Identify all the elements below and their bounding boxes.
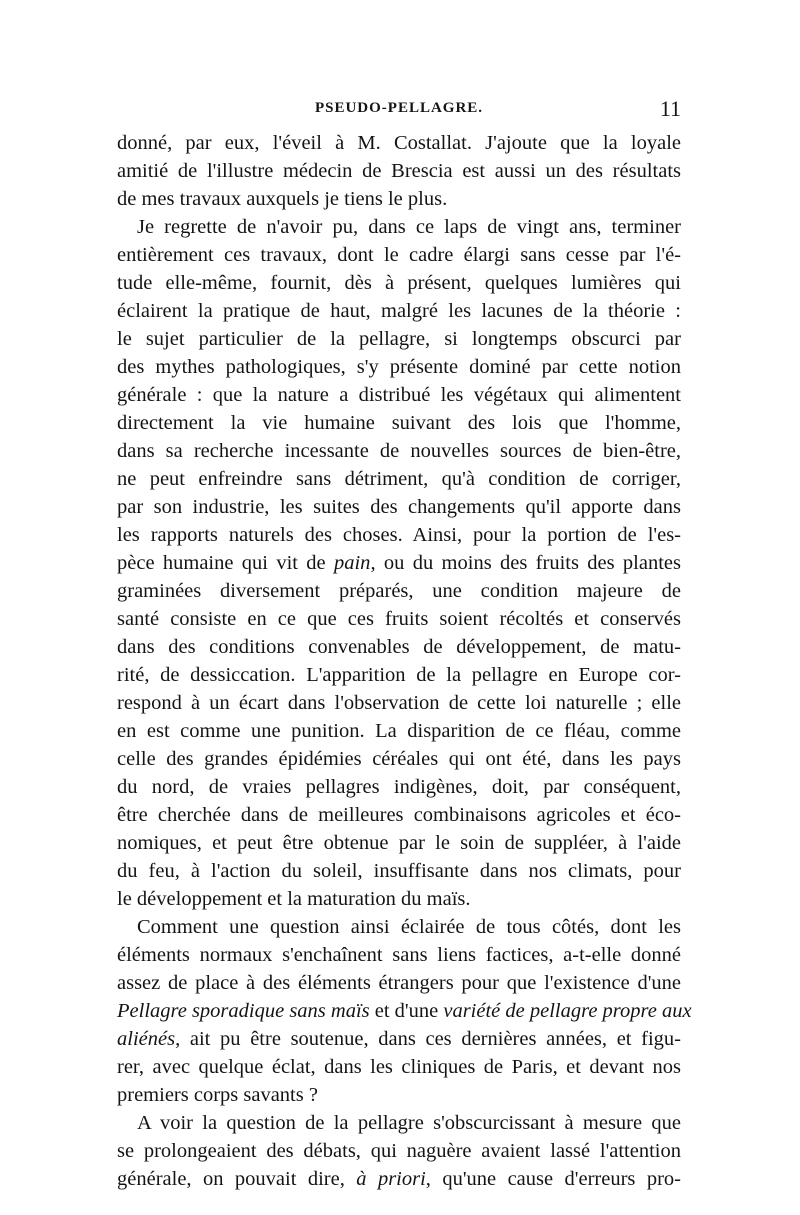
text-line: A voir la question de la pellagre s'obscurcissant à mesure que: [137, 1112, 681, 1134]
text-line: tude elle-même, fournit, dès à présent, quelques lumières qui: [117, 272, 681, 294]
text-line: directement la vie humaine suivant des lois que l'homme,: [117, 412, 681, 434]
text-line: Je regrette de n'avoir pu, dans ce laps de vingt ans, terminer: [137, 216, 681, 238]
text-line: les rapports naturels des choses. Ainsi, pour la portion de l'es-: [117, 524, 681, 546]
text-line: se prolongeaient des débats, qui naguère avaient lassé l'attention: [117, 1140, 681, 1162]
text-line: respond à un écart dans l'observation de cette loi naturelle ; elle: [117, 692, 681, 714]
text-line: dans des conditions convenables de développement, de matu-: [117, 636, 681, 658]
text-line: éclairent la pratique de haut, malgré les lacunes de la théorie :: [117, 300, 681, 322]
text-line: rité, de dessiccation. L'apparition de la pellagre en Europe cor-: [117, 664, 681, 686]
text-line: entièrement ces travaux, dont le cadre élargi sans cesse par l'é-: [117, 244, 681, 266]
text-line: assez de place à des éléments étrangers pour que l'existence d'une: [117, 972, 681, 994]
text-line: nomiques, et peut être obtenue par le soin de suppléer, à l'aide: [117, 832, 681, 854]
page-number: 11: [659, 96, 681, 121]
text-line: le sujet particulier de la pellagre, si longtemps obscurci par: [117, 328, 681, 350]
text-line: premiers corps savants ?: [117, 1084, 318, 1106]
text-line: graminées diversement préparés, une condition majeure de: [117, 580, 681, 602]
text-line: Comment une question ainsi éclairée de tous côtés, dont les: [137, 916, 681, 938]
text-line: pèce humaine qui vit de pain, ou du moins des fruits des plantes: [117, 552, 681, 574]
text-line: dans sa recherche incessante de nouvelles sources de bien-être,: [117, 440, 681, 462]
text-line: des mythes pathologiques, s'y présente dominé par cette notion: [117, 356, 681, 378]
text-line: de mes travaux auxquels je tiens le plus.: [117, 188, 448, 210]
text-line: éléments normaux s'enchaînent sans liens factices, a-t-elle donné: [117, 944, 681, 966]
text-line: ne peut enfreindre sans détriment, qu'à condition de corriger,: [117, 468, 681, 490]
text-line: générale, on pouvait dire, à priori, qu'une cause d'erreurs pro-: [117, 1168, 681, 1190]
text-line: du feu, à l'action du soleil, insuffisante dans nos climats, pour: [117, 860, 681, 882]
running-head: PSEUDO-PELLAGRE.: [314, 100, 484, 116]
text-line: celle des grandes épidémies céréales qui ont été, dans les pays: [117, 748, 681, 770]
text-line: rer, avec quelque éclat, dans les cliniques de Paris, et devant nos: [117, 1056, 681, 1078]
text-line: par son industrie, les suites des changements qu'il apporte dans: [117, 496, 681, 518]
text-line: du nord, de vraies pellagres indigènes, doit, par conséquent,: [117, 776, 681, 798]
text-line: générale : que la nature a distribué les végétaux qui alimentent: [117, 384, 681, 406]
page-header: [117, 96, 681, 126]
text-line: le développement et la maturation du maïs.: [117, 888, 471, 910]
text-line: aliénés, ait pu être soutenue, dans ces dernières années, et figu-: [117, 1028, 681, 1050]
body-text: [117, 129, 692, 1193]
text-line: être cherchée dans de meilleures combinaisons agricoles et éco-: [117, 804, 681, 826]
text-line: santé consiste en ce que ces fruits soient récoltés et conservés: [117, 608, 681, 630]
text-line: amitié de l'illustre médecin de Brescia est aussi un des résultats: [117, 160, 681, 182]
text-line: donné, par eux, l'éveil à M. Costallat. J'ajoute que la loyale: [117, 132, 681, 154]
text-line: en est comme une punition. La disparition de ce fléau, comme: [117, 720, 681, 742]
text-line: Pellagre sporadique sans maïs et d'une variété de pellagre propre aux: [117, 1000, 692, 1022]
